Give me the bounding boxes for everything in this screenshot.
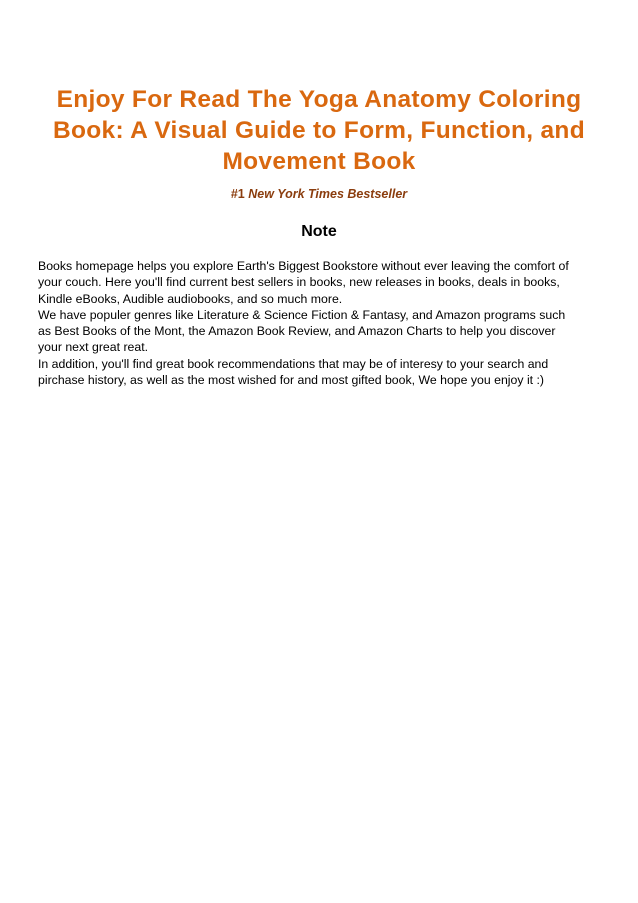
body-line: your next great reat.: [38, 340, 149, 355]
body-line: Books homepage helps you explore Earth's Biggest Bookstore without ever leaving the comfort of: [38, 259, 569, 273]
body-line: as Best Books of the Mont, the Amazon Book Review, and Amazon Charts to help you discover: [38, 324, 556, 339]
body-line: We have populer genres like Literature & Science Fiction & Fantasy, and Amazon programs such: [38, 307, 566, 322]
body-line: In addition, you'll find great book recommendations that may be of interesy to your search and: [38, 356, 549, 371]
bestseller-rank: #1: [230, 187, 245, 201]
bestseller-subtitle: [0, 186, 638, 202]
body-line: your couch. Here you'll find current best sellers in books, new releases in books, deals in books,: [38, 275, 560, 290]
document-title: [30, 84, 608, 177]
bestseller-label: New York Times Bestseller: [248, 187, 408, 201]
title-line-2: Book: A Visual Guide to Form, Function, and: [53, 117, 585, 144]
note-heading: Note: [301, 223, 337, 240]
body-line: pirchase history, as well as the most wished for and most gifted book, We hope you enjoy it :): [38, 373, 545, 388]
body-line: Kindle eBooks, Audible audiobooks, and so much more.: [38, 291, 343, 306]
note-body: [38, 258, 608, 388]
title-line-1: Enjoy For Read The Yoga Anatomy Coloring: [56, 86, 582, 113]
title-line-3: Movement Book: [222, 148, 416, 175]
